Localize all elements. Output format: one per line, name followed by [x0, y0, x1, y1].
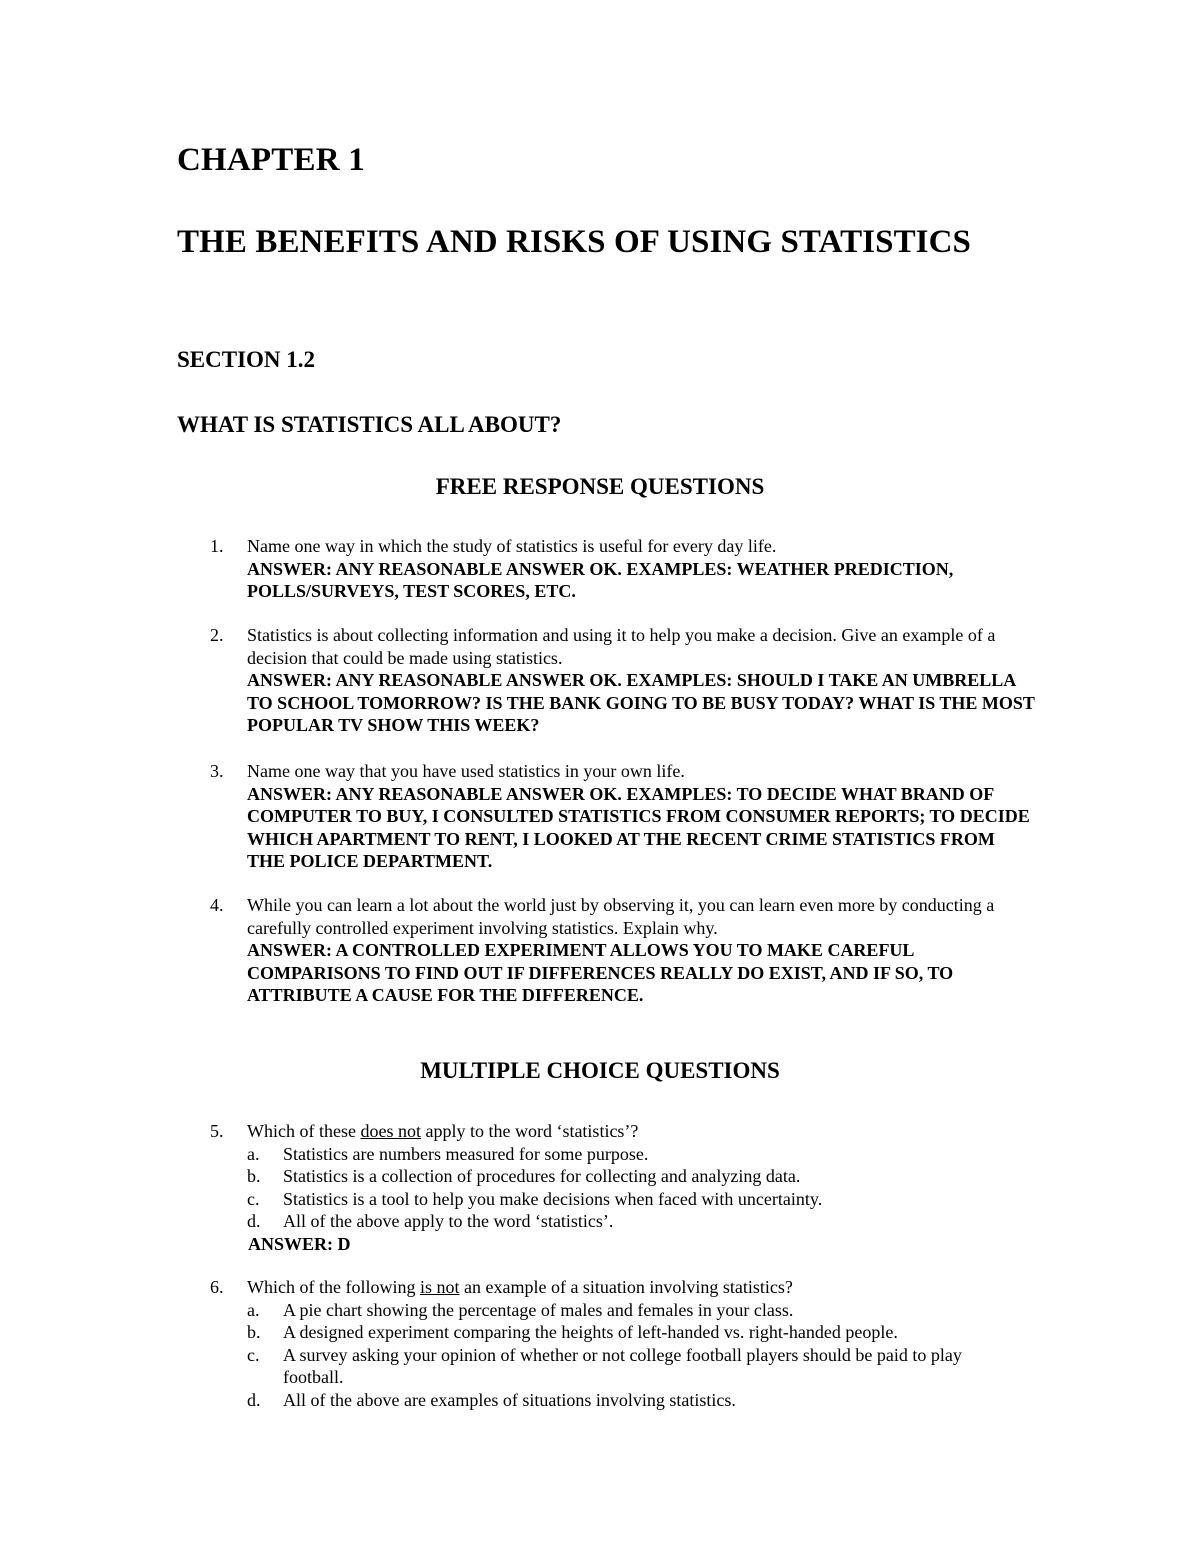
- section-heading: SECTION 1.2: [177, 347, 316, 372]
- question-text: Name one way that you have used statistics in your own life.: [247, 761, 685, 781]
- answer-text: ANSWER: ANY REASONABLE ANSWER OK. EXAMPLES: SHOULD I TAKE AN UMBRELLA TO SCHOOL TOMORROW? IS THE BANK GOING TO BE BUSY TODAY? WHAT IS THE MOST POPULAR TV SHOW THIS WEEK?: [247, 670, 1035, 735]
- chapter-heading: CHAPTER 1: [177, 142, 365, 178]
- answer-text: ANSWER: A CONTROLLED EXPERIMENT ALLOWS YOU TO MAKE CAREFUL COMPARISONS TO FIND OUT IF DIFFERENCES REALLY DO EXIST, AND IF SO, TO ATTRIBUTE A CAUSE FOR THE DIFFERENCE.: [247, 940, 954, 1005]
- answer-text: ANSWER: D: [248, 1233, 351, 1254]
- multiple-choice-heading: MULTIPLE CHOICE QUESTIONS: [420, 1058, 780, 1083]
- question-number: 5.: [210, 1121, 224, 1141]
- answer-option: a. A pie chart showing the percentage of males and females in your class.: [247, 1299, 794, 1320]
- question-text: Which of the following is not an example of a situation involving statistics?: [247, 1277, 793, 1297]
- question-text: Statistics is about collecting information and using it to help you make a decision. Give an example of a decision that could be made using statistics.: [247, 625, 996, 668]
- answer-option: d. All of the above apply to the word ‘statistics’.: [247, 1211, 614, 1231]
- question-text: Which of these does not apply to the word ‘statistics’?: [247, 1121, 639, 1141]
- question-number: 1.: [210, 536, 224, 556]
- answer-option: a. Statistics are numbers measured for some purpose.: [247, 1143, 649, 1164]
- question-number: 2.: [210, 625, 224, 645]
- answer-option: d. All of the above are examples of situations involving statistics.: [247, 1389, 736, 1410]
- answer-text: ANSWER: ANY REASONABLE ANSWER OK. EXAMPLES: TO DECIDE WHAT BRAND OF COMPUTER TO BUY, I CONSULTED STATISTICS FROM CONSUMER REPORTS; TO DECIDE WHICH APARTMENT TO RENT, I LOOKED AT THE RECENT CRIME STATISTICS FROM THE POLICE DEPARTMENT.: [247, 783, 1030, 871]
- question-text: Name one way in which the study of statistics is useful for every day life.: [247, 536, 777, 556]
- free-response-heading: FREE RESPONSE QUESTIONS: [435, 474, 765, 499]
- answer-option: b. Statistics is a collection of procedures for collecting and analyzing data.: [247, 1166, 801, 1186]
- answer-option: c. Statistics is a tool to help you make decisions when faced with uncertainty.: [247, 1188, 823, 1209]
- section-title: WHAT IS STATISTICS ALL ABOUT?: [177, 412, 562, 437]
- answer-option: c. A survey asking your opinion of whether or not college football players should be paid to play football.: [247, 1344, 962, 1387]
- question-number: 4.: [210, 895, 224, 915]
- emphasis-underline: does not: [360, 1121, 421, 1141]
- chapter-title: THE BENEFITS AND RISKS OF USING STATISTICS: [177, 224, 972, 260]
- emphasis-underline: is not: [419, 1277, 460, 1297]
- question-text: While you can learn a lot about the world just by observing it, you can learn even more by conducting a carefully controlled experiment involving statistics. Explain why.: [247, 895, 995, 938]
- question-number: 6.: [210, 1277, 224, 1297]
- question-number: 3.: [210, 761, 224, 781]
- answer-option: b. A designed experiment comparing the heights of left-handed vs. right-handed people.: [247, 1322, 898, 1342]
- answer-text: ANSWER: ANY REASONABLE ANSWER OK. EXAMPLES: WEATHER PREDICTION, POLLS/SURVEYS, TEST SCORES, ETC.: [247, 558, 954, 601]
